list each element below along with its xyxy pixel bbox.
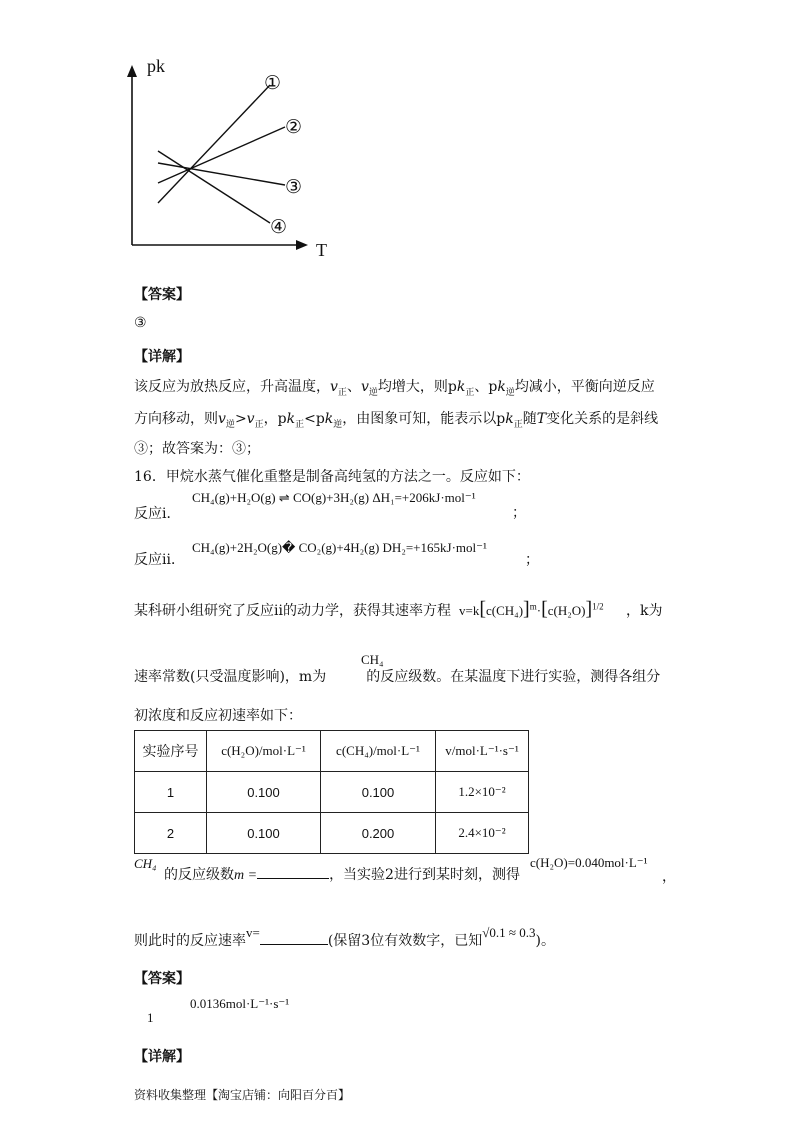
line-label-3: ③ (285, 177, 303, 198)
table-header-row (135, 731, 529, 772)
detail-line-3: ③；故答案为：③； (134, 441, 260, 457)
answer-heading: 【答案】 (134, 287, 190, 303)
detail-line-2: 方向移动，则$v_逆>v_正$，$pk_正<pk_逆$，由图象可知，能表示以$pk_正$随T变化关系的是斜线 (134, 411, 659, 430)
table-cell: 0.100 (207, 772, 321, 813)
table-cell: 0.100 (321, 772, 436, 813)
reaction-2-label: 反应ⅱ． (134, 552, 185, 568)
rate-equation: $v=k[c(CH_4)]^m\cdot[c(H_2O)]^{1/2}$ (459, 598, 604, 620)
experiment-table (134, 730, 529, 854)
line-label-4: ④ (270, 217, 288, 238)
reaction-1-label: 反应ⅰ． (134, 506, 181, 522)
ch4-formula: CH₄ (361, 652, 384, 667)
x-axis-label: T (316, 240, 327, 260)
blank-m[interactable] (257, 864, 329, 879)
table-cell: 1.2×10⁻² (436, 772, 529, 813)
table-row (135, 772, 529, 813)
question-line-1: 的反应级数m = ，当实验2进行到某时刻，测得 (164, 864, 520, 884)
table-header-cell: c(CH₄)/mol·L⁻¹ (321, 731, 436, 772)
table-cell: 0.200 (321, 813, 436, 854)
answer-value: ③ (134, 315, 147, 331)
rate-paragraph-line-2: 速率常数(只受温度影响)，m为 的反应级数。在某温度下进行实验，测得各组分 (134, 669, 661, 685)
question-line-1-comma: ， (662, 869, 676, 885)
table-row (135, 813, 529, 854)
answer-value-2: 0.0136mol·L⁻¹·s⁻¹ (190, 996, 290, 1011)
pk-vs-T-graph (110, 55, 340, 270)
answer-heading-2: 【答案】 (134, 971, 190, 987)
x-axis-arrow (296, 240, 308, 250)
answer-value-1: 1 (147, 1010, 154, 1025)
rate-paragraph-line-1: 某科研小组研究了反应ⅱ的动力学，获得其速率方程 (134, 603, 451, 619)
q16-intro: 16．甲烷水蒸气催化重整是制备高纯氢的方法之一。反应如下： (134, 469, 530, 485)
table-header-cell: v/mol·L⁻¹·s⁻¹ (436, 731, 529, 772)
blank-v[interactable] (260, 930, 328, 945)
line-1 (158, 85, 270, 203)
reaction-2-semicolon: ； (525, 552, 539, 568)
y-axis-label: pk (147, 56, 165, 76)
footer-text: 资料收集整理【淘宝店铺：向阳百分百】 (134, 1088, 351, 1102)
table-cell: 2.4×10⁻² (436, 813, 529, 854)
line-label-1: ① (264, 73, 282, 94)
rate-paragraph-line-3: 初浓度和反应初速率如下： (134, 708, 302, 724)
table-header-cell: c(H₂O)/mol·L⁻¹ (207, 731, 321, 772)
line-4 (158, 151, 270, 223)
reaction-1-semicolon: ； (512, 505, 526, 521)
rate-paragraph-line-1-end: ，k为 (626, 603, 663, 619)
c-h2o-value: c(H₂O)=0.040mol·L⁻¹ (530, 855, 648, 870)
ch4-formula-2: CH₄ (134, 856, 157, 871)
detail-line-1: 该反应为放热反应，升高温度，$v_正$、$v_逆$均增大，则$pk_正$、$pk_逆$均减小，平衡向逆反应 (134, 379, 655, 398)
table-cell: 0.100 (207, 813, 321, 854)
table-header-cell: 实验序号 (135, 731, 207, 772)
question-line-2: 则此时的反应速率v=(保留3位有效数字，已知√0.1 ≈ 0.3)。 (134, 925, 555, 949)
table-cell: 1 (135, 772, 207, 813)
line-label-2: ② (285, 117, 303, 138)
reaction-2-equation: CH₄(g)+2H₂O(g)� CO₂(g)+4H₂(g) DH₂=+165kJ·mol⁻¹ (192, 540, 487, 555)
reaction-1-equation: CH₄(g)+H₂O(g) ⇌ CO(g)+3H₂(g) ΔH₁=+206kJ·mol⁻¹ (192, 490, 476, 505)
y-axis-arrow (127, 65, 137, 77)
table-cell: 2 (135, 813, 207, 854)
detail-heading: 【详解】 (134, 349, 190, 365)
detail-heading-2: 【详解】 (134, 1049, 190, 1065)
